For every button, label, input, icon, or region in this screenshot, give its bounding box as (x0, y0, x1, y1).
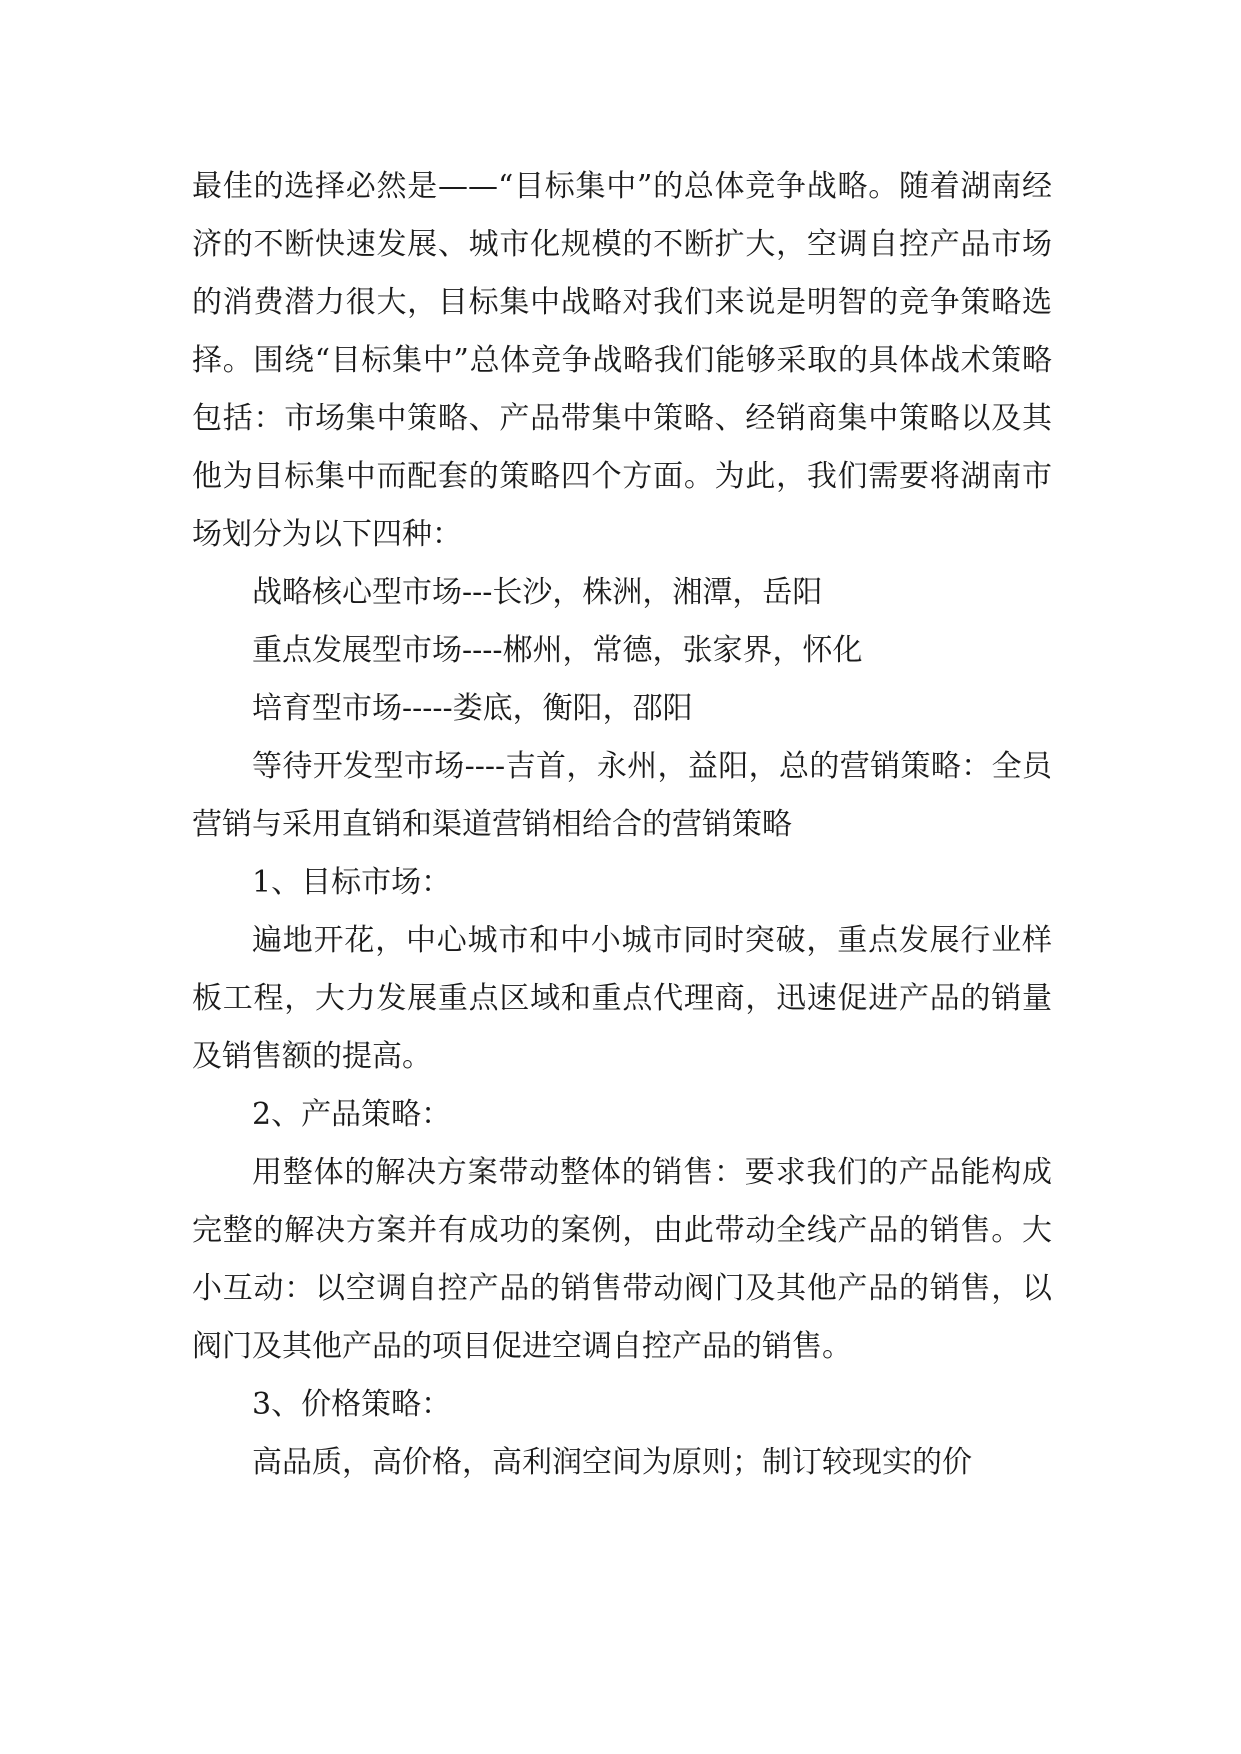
paragraph-key-development-market: 重点发展型市场----郴州，常德，张家界，怀化 (252, 633, 863, 668)
heading-product-strategy: 2、产品策略： (252, 1097, 452, 1132)
paragraph-price-strategy: 高品质，高价格，高利润空间为原则；制订较现实的价 (252, 1445, 972, 1480)
paragraph-cultivation-market: 培育型市场-----娄底，衡阳，邵阳 (252, 691, 693, 726)
paragraph-core-market: 战略核心型市场---长沙，株洲，湘潭，岳阳 (252, 575, 823, 610)
paragraph-pending-market: 等待开发型市场----吉首，永州，益阳，总的营销策略：全员营销与采用直销和渠道营销相给合的营销策略 (192, 749, 1052, 842)
paragraph-product-strategy: 用整体的解决方案带动整体的销售：要求我们的产品能构成完整的解决方案并有成功的案例，由此带动全线产品的销售。大小互动：以空调自控产品的销售带动阀门及其他产品的销售，以阀门及其他产品的项目促进空调自控产品的销售。 (192, 1155, 1052, 1364)
heading-target-market: 1、目标市场： (252, 865, 452, 900)
heading-price-strategy: 3、价格策略： (252, 1387, 452, 1422)
document-body (192, 158, 1052, 1492)
paragraph-target-market: 遍地开花，中心城市和中小城市同时突破，重点发展行业样板工程，大力发展重点区域和重点代理商，迅速促进产品的销量及销售额的提高。 (192, 923, 1052, 1074)
paragraph-competition-strategy: 最佳的选择必然是——“目标集中”的总体竞争战略。随着湖南经济的不断快速发展、城市化规模的不断扩大，空调自控产品市场的消费潜力很大，目标集中战略对我们来说是明智的竞争策略选择。围绕“目标集中”总体竞争战略我们能够采取的具体战术策略包括：市场集中策略、产品带集中策略、经销商集中策略以及其他为目标集中而配套的策略四个方面。为此，我们需要将湖南市场划分为以下四种： (192, 169, 1052, 552)
